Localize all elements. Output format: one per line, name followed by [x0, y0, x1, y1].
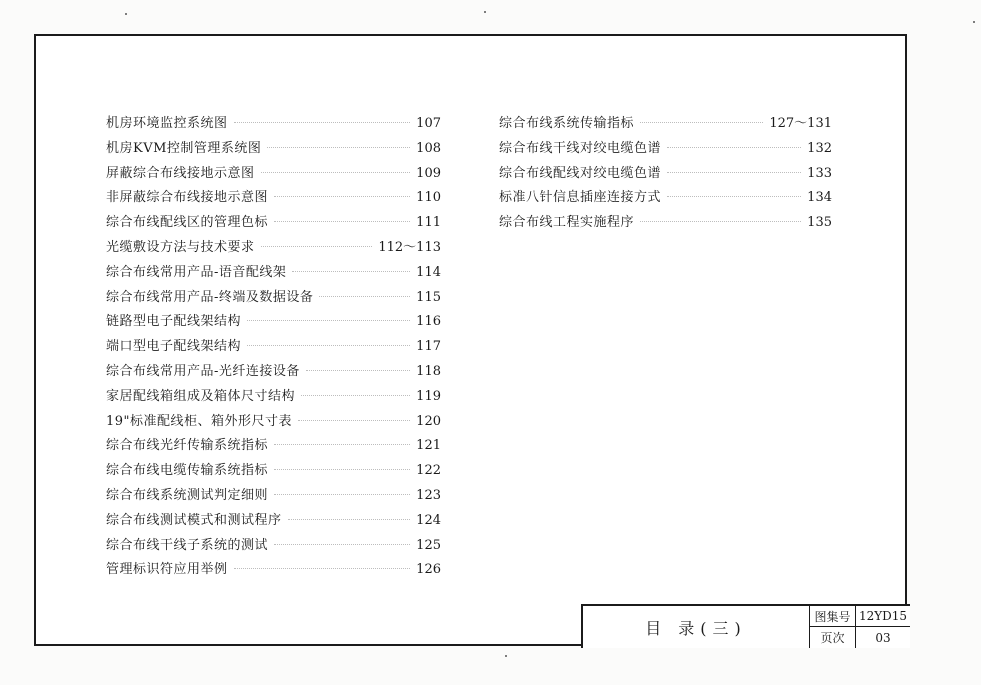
toc-entry-page: 124	[416, 512, 441, 528]
toc-dot-leader	[288, 519, 411, 520]
scan-speck	[973, 21, 975, 23]
toc-entry-title: 综合布线系统传输指标	[499, 116, 635, 131]
toc-entry	[106, 335, 441, 360]
toc-dot-leader	[667, 147, 801, 148]
toc-entry-title: 链路型电子配线架结构	[106, 314, 242, 330]
toc-entry	[106, 360, 441, 385]
toc-dot-leader	[274, 221, 410, 222]
toc-entry	[106, 534, 441, 559]
toc-entry-title: 综合布线配线对绞电缆色谱	[499, 165, 662, 181]
page-number-value: 03	[875, 630, 891, 645]
toc-entry-page: 126	[416, 562, 441, 578]
toc-entry-page: 109	[416, 165, 441, 181]
toc-entry	[106, 162, 441, 187]
toc-entry	[106, 310, 441, 335]
toc-entry-page: 117	[416, 339, 441, 355]
toc-dot-leader	[247, 320, 410, 321]
toc-dot-leader	[319, 296, 410, 297]
toc-dot-leader	[234, 568, 411, 569]
toc-entry-title: 管理标识符应用举例	[106, 562, 228, 578]
toc-entry-title: 机房KVM控制管理系统图	[106, 140, 262, 156]
toc-entry-page: 119	[416, 388, 441, 404]
toc-entry-page: 118	[416, 363, 441, 379]
toc-dot-leader	[274, 469, 410, 470]
toc-entry-page: 110	[416, 190, 441, 206]
toc-column-left	[106, 112, 441, 583]
toc-dot-leader	[247, 345, 410, 346]
toc-entry-title: 非屏蔽综合布线接地示意图	[106, 190, 269, 206]
toc-entry-page: 121	[416, 438, 441, 454]
toc-entry-page: 127～131	[769, 116, 832, 131]
toc-entry	[499, 137, 832, 162]
toc-entry-title: 综合布线配线区的管理色标	[106, 215, 269, 231]
toc-dot-leader	[261, 172, 411, 173]
toc-dot-leader	[234, 122, 411, 123]
toc-entry-page: 116	[416, 314, 441, 330]
toc-entry-page: 123	[416, 487, 441, 503]
toc-entry-page: 111	[416, 215, 441, 231]
toc-dot-leader	[274, 544, 410, 545]
toc-dot-leader	[306, 370, 410, 371]
toc-entry	[499, 112, 832, 137]
toc-entry	[499, 186, 832, 211]
toc-entry-page: 108	[416, 140, 441, 156]
toc-dot-leader	[298, 420, 410, 421]
toc-entry	[499, 162, 832, 187]
toc-entry	[106, 558, 441, 583]
title-block-title: 目 录(三)	[583, 606, 810, 648]
title-block	[581, 604, 910, 648]
toc-dot-leader	[274, 444, 410, 445]
toc-dot-leader	[667, 196, 801, 197]
atlas-number-label: 图集号	[810, 606, 856, 627]
scan-speck	[505, 655, 507, 657]
toc-column-right	[499, 112, 832, 236]
toc-entry-page: 122	[416, 463, 441, 479]
scan-speck	[125, 13, 127, 15]
toc-entry-page: 135	[807, 215, 832, 231]
toc-entry-title: 标准八针信息插座连接方式	[499, 190, 662, 206]
toc-entry-title: 机房环境监控系统图	[106, 116, 228, 131]
toc-entry-page: 115	[416, 289, 441, 305]
toc-entry	[106, 459, 441, 484]
page-number-label: 页次	[810, 627, 856, 648]
toc-dot-leader	[261, 246, 373, 247]
toc-entry-title: 端口型电子配线架结构	[106, 339, 242, 355]
toc-entry-title: 综合布线光纤传输系统指标	[106, 438, 269, 454]
toc-entry-page: 114	[416, 264, 441, 280]
toc-dot-leader	[292, 271, 410, 272]
toc-entry	[106, 137, 441, 162]
toc-entry	[499, 211, 832, 236]
toc-entry	[106, 211, 441, 236]
toc-entry	[106, 434, 441, 459]
toc-entry	[106, 112, 441, 137]
toc-entry	[106, 286, 441, 311]
toc-dot-leader	[274, 196, 410, 197]
toc-entry-title: 综合布线常用产品-光纤连接设备	[106, 363, 300, 379]
toc-entry-title: 家居配线箱组成及箱体尺寸结构	[106, 388, 296, 404]
scan-speck	[484, 11, 486, 13]
toc-entry-title: 综合布线常用产品-语音配线架	[106, 264, 287, 280]
toc-dot-leader	[667, 172, 801, 173]
toc-entry	[106, 385, 441, 410]
toc-entry	[106, 236, 441, 261]
toc-entry-page: 132	[807, 140, 832, 156]
toc-dot-leader	[274, 494, 410, 495]
toc-entry-title: 综合布线系统测试判定细则	[106, 487, 269, 503]
toc-entry-page: 133	[807, 165, 832, 181]
toc-entry-page: 107	[416, 116, 441, 131]
toc-dot-leader	[640, 221, 801, 222]
toc-entry	[106, 509, 441, 534]
toc-entry	[106, 186, 441, 211]
toc-dot-leader	[267, 147, 410, 148]
toc-entry-page: 125	[416, 537, 441, 553]
atlas-number-value: 12YD15	[856, 606, 910, 627]
toc-entry-title: 屏蔽综合布线接地示意图	[106, 165, 255, 181]
toc-entry-title: 19"标准配线柜、箱外形尺寸表	[106, 413, 293, 429]
toc-entry-title: 综合布线干线子系统的测试	[106, 537, 269, 553]
toc-entry-page: 120	[416, 413, 441, 429]
toc-dot-leader	[301, 395, 410, 396]
toc-dot-leader	[640, 122, 763, 123]
toc-entry-page: 112～113	[378, 239, 441, 255]
toc-entry-title: 光缆敷设方法与技术要求	[106, 239, 255, 255]
toc-entry	[106, 261, 441, 286]
toc-entry-title: 综合布线干线对绞电缆色谱	[499, 140, 662, 156]
toc-entry-title: 综合布线工程实施程序	[499, 215, 635, 231]
toc-entry	[106, 410, 441, 435]
toc-entry-title: 综合布线测试模式和测试程序	[106, 512, 282, 528]
toc-entry-title: 综合布线电缆传输系统指标	[106, 463, 269, 479]
toc-entry-page: 134	[807, 190, 832, 206]
toc-entry	[106, 484, 441, 509]
toc-entry-title: 综合布线常用产品-终端及数据设备	[106, 289, 314, 305]
